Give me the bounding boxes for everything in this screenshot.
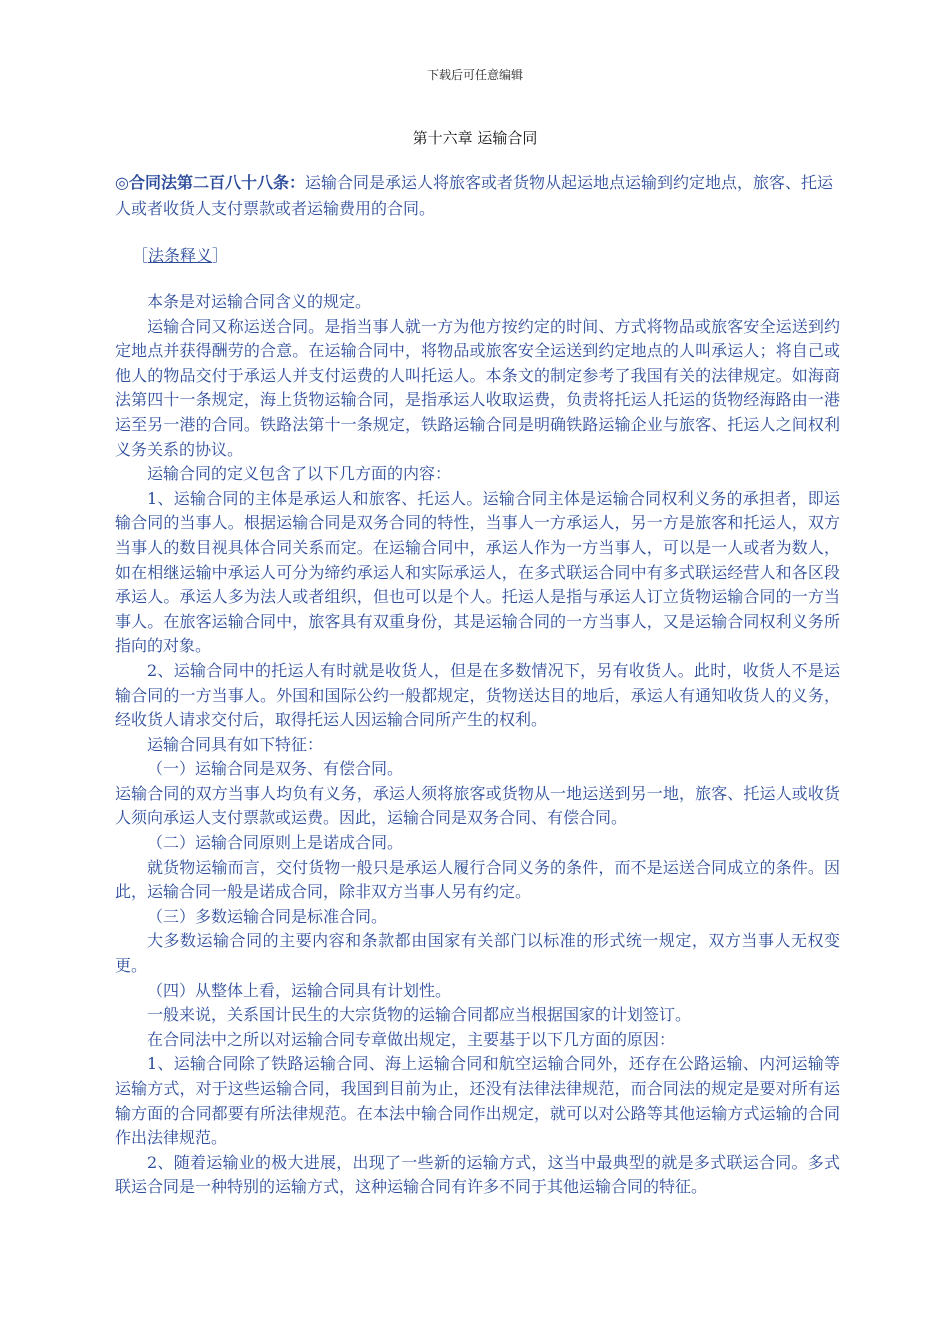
bracket-open: ［	[132, 246, 149, 265]
body-paragraph: 在合同法中之所以对运输合同专章做出规定，主要基于以下几方面的原因：	[147, 1029, 676, 1049]
body-paragraph: 就货物运输而言，交付货物一般只是承运人履行合同义务的条件，而不是运送合同成立的条件。因此，运输合同一般是诺成合同，除非双方当事人另有约定。	[115, 857, 840, 902]
bracket-close: ］	[212, 246, 229, 265]
body-paragraph: （一）运输合同是双务、有偿合同。	[147, 759, 404, 779]
body-paragraph: 大多数运输合同的主要内容和条款都由国家有关部门以标准的形式统一规定，双方当事人无权变更。	[115, 931, 840, 976]
body-paragraph: 2、随着运输业的极大进展，出现了一些新的运输方式，这当中最典型的就是多式联运合同。多式联运合同是一种特别的运输方式，这种运输合同有许多不同于其他运输合同的特征。	[115, 1152, 840, 1197]
body-paragraph: 一般来说，关系国计民生的大宗货物的运输合同都应当根据国家的计划签订。	[147, 1005, 692, 1025]
body-paragraph: 运输合同的定义包含了以下几方面的内容：	[147, 464, 452, 484]
body-paragraph: 1、运输合同的主体是承运人和旅客、托运人。运输合同主体是运输合同权利义务的承担者，即运输合同的当事人。根据运输合同是双务合同的特性，当事人一方承运人，另一方是旅客和托运人，双方当事人的数目视具体合同关系而定。在运输合同中，承运人作为一方当事人，可以是一人或者为数人，如在相继运输中承运人可分为缔约承运人和实际承运人，在多式联运合同中有多式联运经营人和各区段承运人。承运人多为法人或者组织，但也可以是个人。托运人是指与承运人订立货物运输合同的一方当事人。在旅客运输合同中，旅客具有双重身份，其是运输合同的一方当事人，又是运输合同权利义务所指向的对象。	[115, 488, 840, 656]
article-text: 运输合同是承运人将旅客或者货物从起运地点运输到约定地点，旅客、托运人或者收货人支付票款或者运输费用的合同。	[115, 173, 833, 218]
body-paragraph: （三）多数运输合同是标准合同。	[147, 906, 388, 926]
page-header-note: 下载后可任意编辑	[426, 68, 523, 82]
body-paragraph: 运输合同的双方当事人均负有义务，承运人须将旅客或货物从一地运送到另一地，旅客、托运人或收货人须向承运人支付票款或运费。因此，运输合同是双务合同、有偿合同。	[115, 783, 840, 828]
body-paragraph: （四）从整体上看，运输合同具有计划性。	[147, 980, 452, 1000]
body-paragraph: 本条是对运输合同含义的规定。	[147, 292, 372, 311]
body-paragraph: 运输合同具有如下特征：	[147, 734, 324, 754]
body-paragraph: 运输合同又称运送合同。是指当事人就一方为他方按约定的时间、方式将物品或旅客安全运送到约定地点并获得酬劳的合意。在运输合同中，将物品或旅客安全运送到约定地点的人叫承运人；将自己或他人的物品交付于承运人并支付运费的人叫托运人。本条文的制定参考了我国有关的法律规定。如海商法第四十一条规定，海上货物运输合同，是指承运人收取运费，负责将托运人托运的货物经海路由一港运至另一港的合同。铁路法第十一条规定，铁路运输合同是明确铁路运输企业与旅客、托运人之间权利义务关系的协议。	[115, 316, 840, 459]
interpretation-body	[115, 290, 840, 1200]
chapter-title: 第十六章 运输合同	[412, 129, 538, 147]
interpretation-link[interactable]: 法条释义	[148, 246, 213, 265]
interpretation-heading	[132, 243, 228, 269]
body-paragraph: 2、运输合同中的托运人有时就是收货人，但是在多数情况下，另有收货人。此时，收货人不是运输合同的一方当事人。外国和国际公约一般都规定，货物送达目的地后，承运人有通知收货人的义务，经收货人请求交付后，取得托运人因运输合同所产生的权利。	[115, 660, 840, 730]
article-label: ◎合同法第二百八十八条：	[115, 173, 305, 192]
body-paragraph: （二）运输合同原则上是诺成合同。	[147, 833, 404, 853]
article-paragraph	[115, 170, 840, 222]
body-paragraph: 1、运输合同除了铁路运输合同、海上运输合同和航空运输合同外，还存在公路运输、内河运输等运输方式，对于这些运输合同，我国到目前为止，还没有法律法律规范，而合同法的规定是要对所有运输方面的合同都要有所法律规范。在本法中输合同作出规定，就可以对公路等其他运输方式运输的合同作出法律规范。	[115, 1054, 840, 1148]
